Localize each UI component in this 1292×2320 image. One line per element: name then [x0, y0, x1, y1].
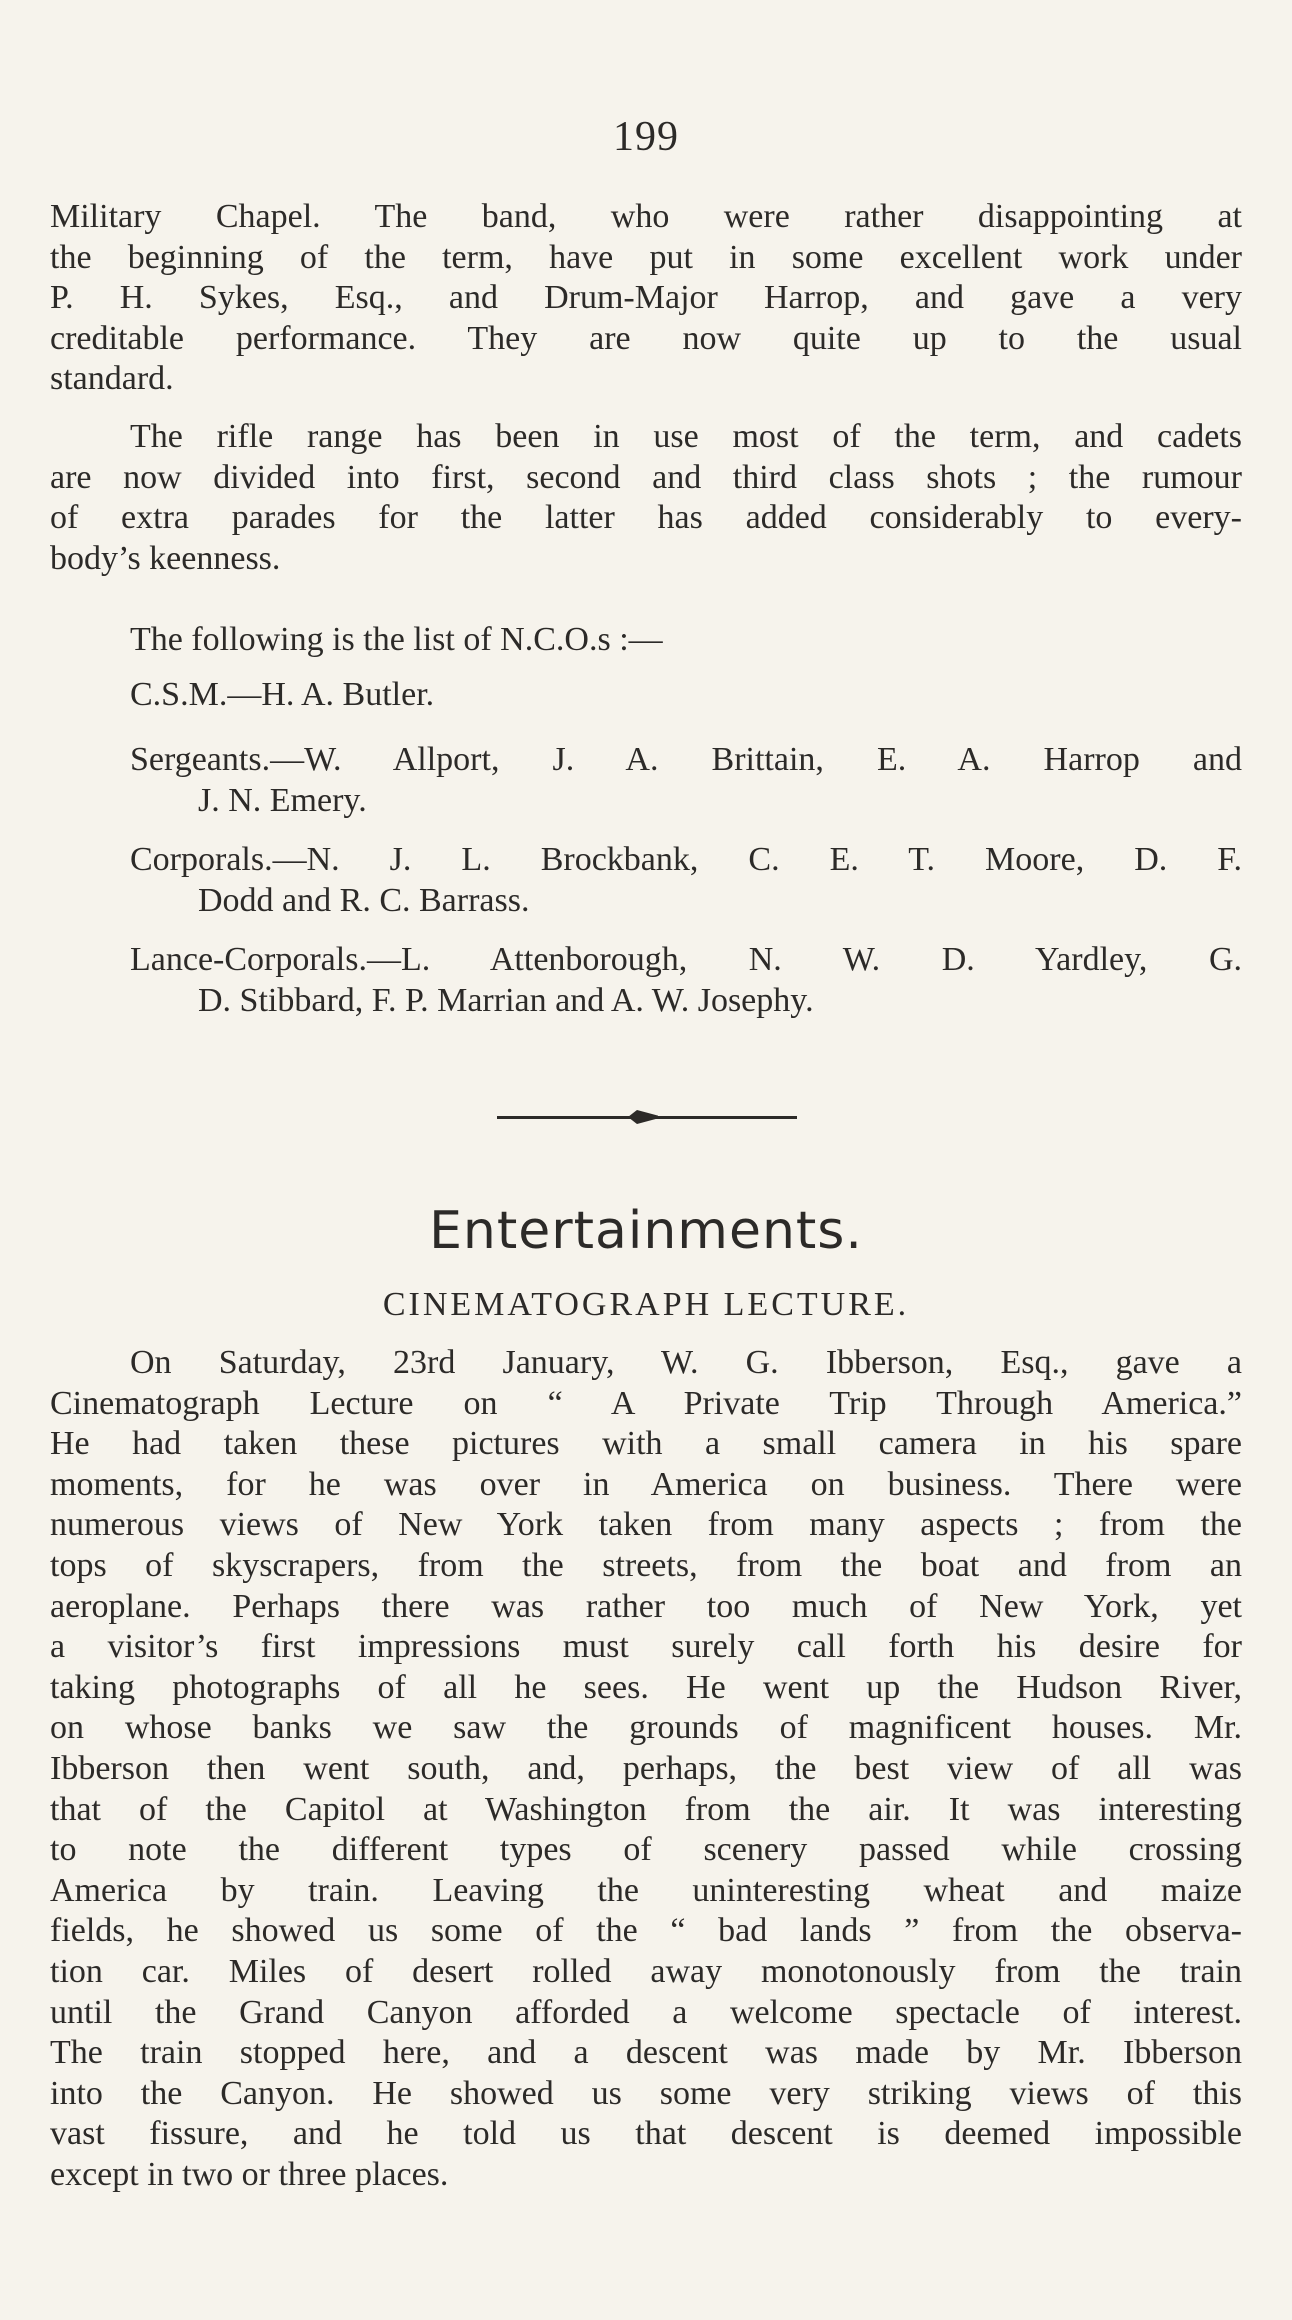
text-line: On Saturday, 23rd January, W. G. Ibberson, Esq., gave a: [130, 1344, 1242, 1381]
nco-corporals-cont: Dodd and R. C. Barrass.: [198, 882, 530, 919]
text-line: a visitor’s first impressions must surely call forth his desire for: [50, 1628, 1242, 1666]
section-heading: Entertainments.: [429, 1201, 863, 1261]
text-line: He had taken these pictures with a small camera in his spare: [50, 1425, 1242, 1463]
text-line: on whose banks we saw the grounds of magnificent houses. Mr.: [50, 1709, 1242, 1747]
text-line: to note the different types of scenery passed while crossing: [50, 1831, 1242, 1869]
text-line: P. H. Sykes, Esq., and Drum-Major Harrop, and gave a very: [50, 279, 1242, 317]
text-line: are now divided into first, second and third class shots ; the rumour: [50, 458, 1242, 496]
text-line: The train stopped here, and a descent was made by Mr. Ibberson: [50, 2034, 1242, 2072]
text-line: except in two or three places.: [50, 2155, 449, 2193]
text-line: tops of skyscrapers, from the streets, from the boat and from an: [50, 1546, 1242, 1584]
text-line: Military Chapel. The band, who were rather disappointing at: [50, 198, 1242, 235]
text-line: The rifle range has been in use most of the term, and cadets: [130, 418, 1242, 455]
text-line: America by train. Leaving the uninteresting wheat and maize: [50, 1871, 1242, 1909]
text-line: aeroplane. Perhaps there was rather too much of New York, yet: [50, 1587, 1242, 1625]
text-line: tion car. Miles of desert rolled away monotonously from the train: [50, 1952, 1242, 1990]
text-line: taking photographs of all he sees. He went up the Hudson River,: [50, 1668, 1242, 1706]
nco-sergeants: Sergeants.—W. Allport, J. A. Brittain, E. A. Harrop and: [130, 741, 1242, 778]
text-line: body’s keenness.: [50, 539, 281, 577]
nco-lance-corporals-cont: D. Stibbard, F. P. Marrian and A. W. Josephy.: [198, 982, 814, 1019]
nco-list-intro: The following is the list of N.C.O.s :—: [130, 621, 663, 658]
text-line: fields, he showed us some of the “ bad lands ” from the observa-: [50, 1912, 1242, 1950]
text-line: moments, for he was over in America on business. There were: [50, 1465, 1242, 1503]
lecture-paragraph: [50, 1343, 1242, 2195]
text-line: Ibberson then went south, and, perhaps, the best view of all was: [50, 1749, 1242, 1787]
section-subheading: CINEMATOGRAPH LECTURE.: [382, 1286, 910, 1323]
rifle-range-paragraph: [50, 417, 1242, 579]
text-line: the beginning of the term, have put in some excellent work under: [50, 238, 1242, 276]
nco-sergeants-cont: J. N. Emery.: [198, 782, 367, 819]
text-line: Cinematograph Lecture on “ A Private Trip Through America.”: [50, 1384, 1242, 1422]
text-line: of extra parades for the latter has added considerably to every-: [50, 499, 1242, 537]
text-line: into the Canyon. He showed us some very striking views of this: [50, 2074, 1242, 2112]
page-number: 199: [613, 114, 679, 160]
nco-corporals: Corporals.—N. J. L. Brockbank, C. E. T. Moore, D. F.: [130, 841, 1242, 878]
nco-csm: C.S.M.—H. A. Butler.: [130, 676, 435, 713]
text-line: until the Grand Canyon afforded a welcome spectacle of interest.: [50, 1993, 1242, 2031]
nco-lance-corporals: Lance-Corporals.—L. Attenborough, N. W. D. Yardley, G.: [130, 941, 1242, 978]
text-line: standard.: [50, 360, 174, 398]
text-line: numerous views of New York taken from many aspects ; from the: [50, 1506, 1242, 1544]
intro-paragraph: [50, 197, 1242, 400]
text-line: that of the Capitol at Washington from the air. It was interesting: [50, 1790, 1242, 1828]
text-line: creditable performance. They are now quite up to the usual: [50, 319, 1242, 357]
divider-ornament-icon: [628, 1110, 658, 1124]
text-line: vast fissure, and he told us that descent is deemed impossible: [50, 2115, 1242, 2153]
